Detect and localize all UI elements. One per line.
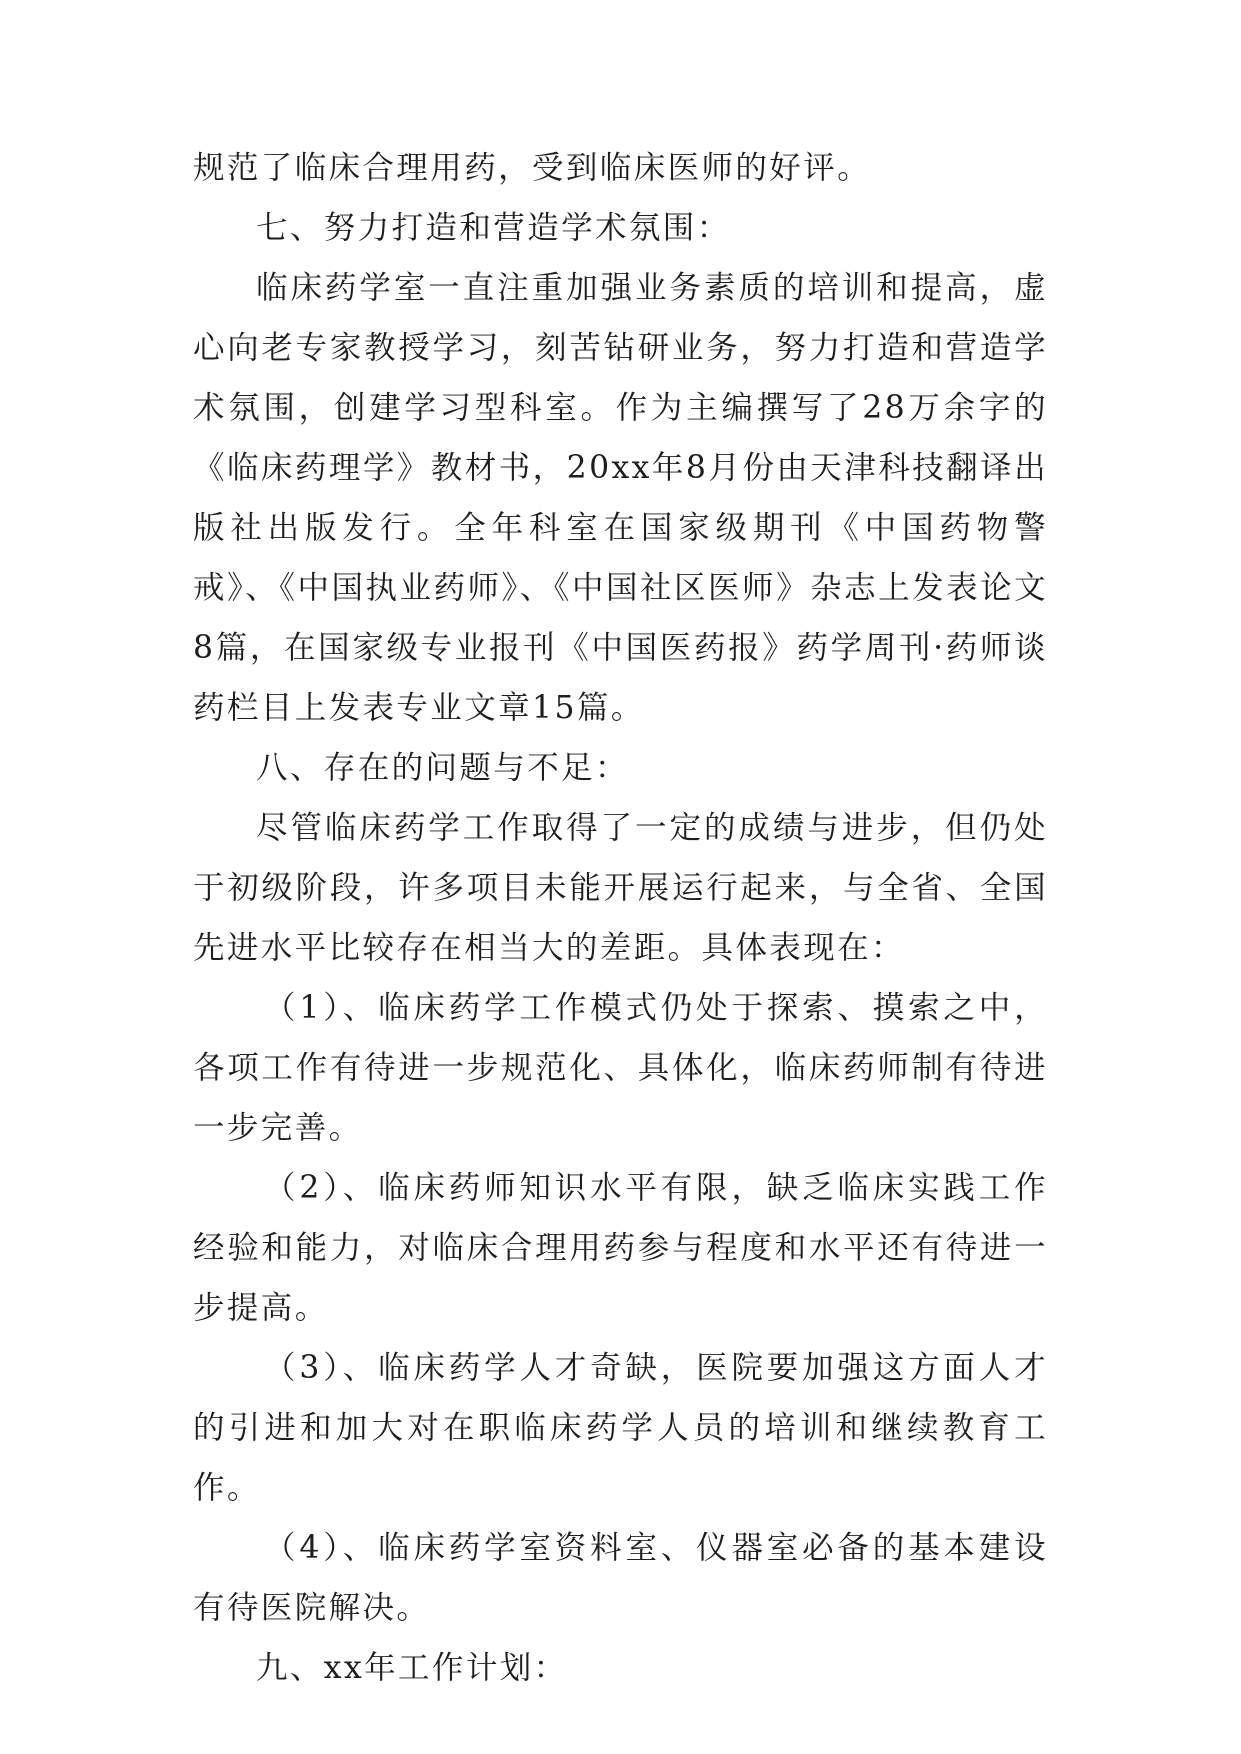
section-heading-8: 八、存在的问题与不足： (256, 750, 629, 786)
list-item-3: （3）、临床药学人才奇缺，医院要加强这方面人才的引进和加大对在职临床药学人员的培训和继续教育工作。 (193, 1350, 1048, 1506)
paragraph-academic-atmosphere: 临床药学室一直注重加强业务素质的培训和提高，虚心向老专家教授学习，刻苦钻研业务，努力打造和营造学术氛围，创建学习型科室。作为主编撰写了28万余字的《临床药理学》教材书，20xx年8月份由天津科技翻译出版社出版发行。全年科室在国家级期刊《中国药物警戒》、《中国执业药师》、《中国社区医师》杂志上发表论文8篇，在国家级专业报刊《中国医药报》药学周刊·药师谈药栏目上发表专业文章15篇。 (193, 270, 1048, 726)
list-item-1: （1）、临床药学工作模式仍处于探索、摸索之中，各项工作有待进一步规范化、具体化，临床药师制有待进一步完善。 (193, 990, 1048, 1146)
paragraph-continuation: 规范了临床合理用药，受到临床医师的好评。 (193, 150, 872, 186)
section-heading-7: 七、努力打造和营造学术氛围： (256, 210, 731, 246)
section-heading-9: 九、xx年工作计划： (256, 1650, 568, 1686)
list-item-4: （4）、临床药学室资料室、仪器室必备的基本建设有待医院解决。 (193, 1530, 1048, 1626)
paragraph-problems-intro: 尽管临床药学工作取得了一定的成绩与进步，但仍处于初级阶段，许多项目未能开展运行起来，与全省、全国先进水平比较存在相当大的差距。具体表现在： (193, 810, 1048, 966)
list-item-2: （2）、临床药师知识水平有限，缺乏临床实践工作经验和能力，对临床合理用药参与程度和水平还有待进一步提高。 (193, 1170, 1048, 1326)
document-body (193, 138, 1048, 1698)
